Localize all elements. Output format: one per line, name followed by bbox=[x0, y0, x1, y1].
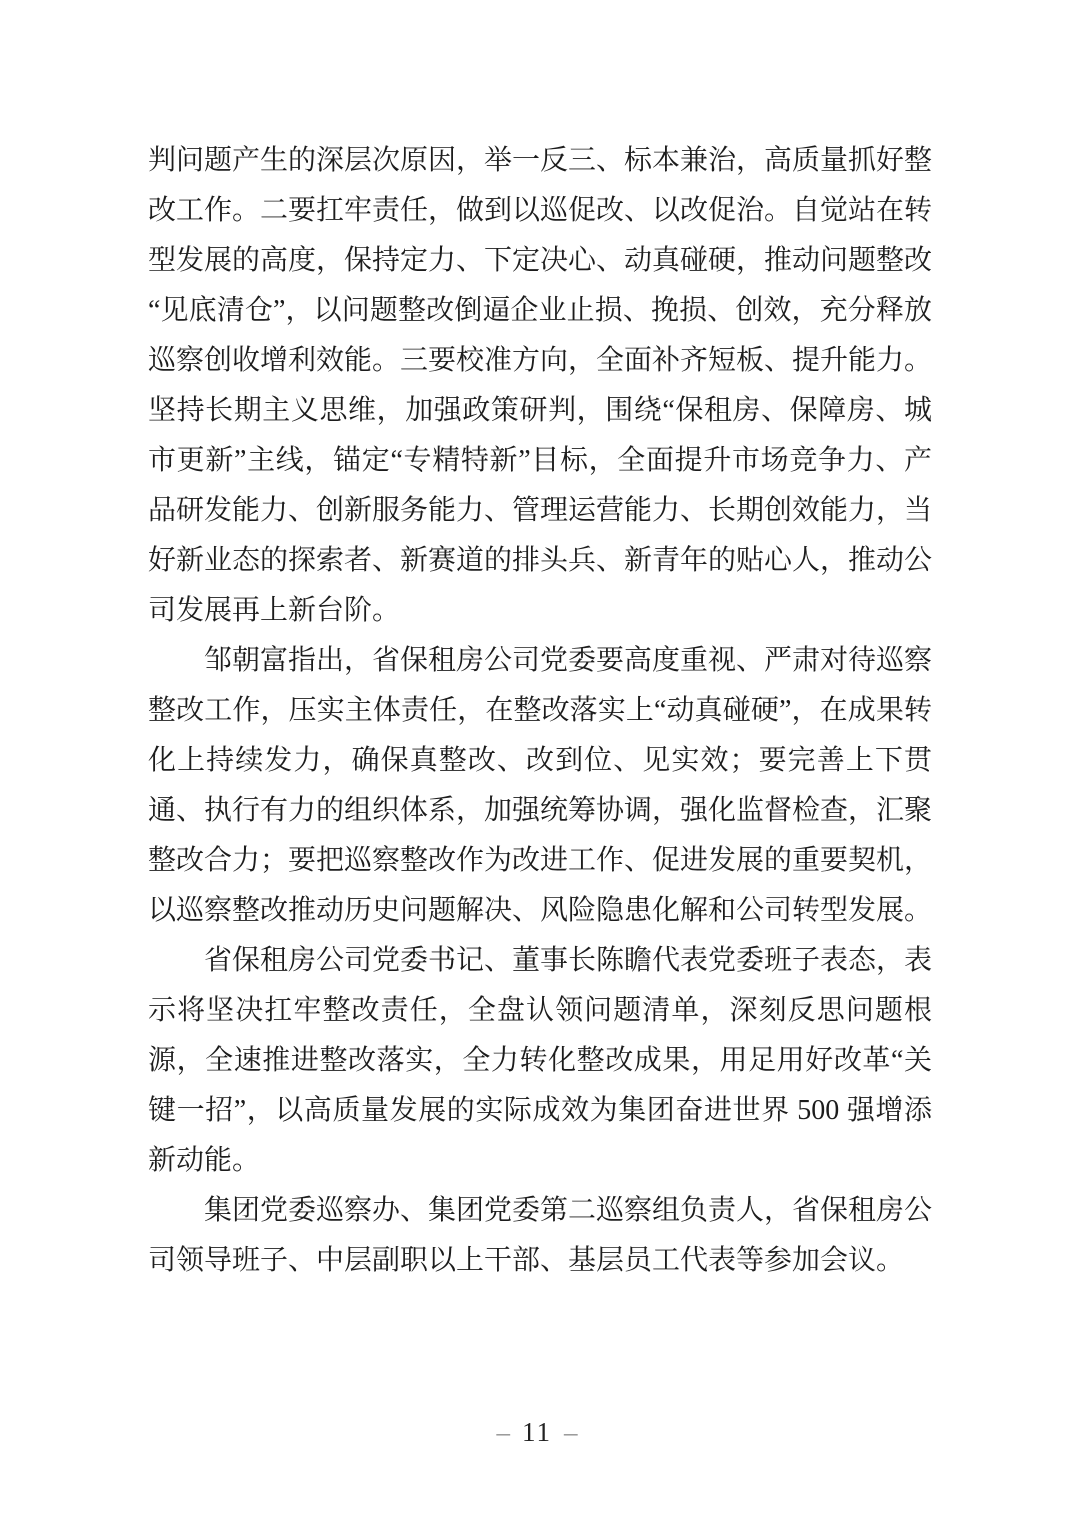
page-number: 11 bbox=[522, 1417, 552, 1447]
paragraph: 集团党委巡察办、集团党委第二巡察组负责人，省保租房公司领导班子、中层副职以上干部、基层员工代表等参加会议。 bbox=[148, 1195, 933, 1276]
document-body bbox=[148, 136, 932, 1286]
paragraph: 省保租房公司党委书记、董事长陈瞻代表党委班子表态，表示将坚决扛牢整改责任，全盘认领问题清单，深刻反思问题根源，全速推进整改落实，全力转化整改成果，用足用好改革“关键一招”，以高质量发展的实际成效为集团奋进世界 500 强增添新动能。 bbox=[148, 945, 933, 1176]
paragraph-continuation: 判问题产生的深层次原因，举一反三、标本兼治，高质量抓好整改工作。二要扛牢责任，做到以巡促改、以改促治。自觉站在转型发展的高度，保持定力、下定决心、动真碰硬，推动问题整改“见底清仓”，以问题整改倒逼企业止损、挽损、创效，充分释放巡察创收增利效能。三要校准方向，全面补齐短板、提升能力。坚持长期主义思维，加强政策研判，围绕“保租房、保障房、城市更新”主线，锚定“专精特新”目标，全面提升市场竞争力、产品研发能力、创新服务能力、管理运营能力、长期创效能力，当好新业态的探索者、新赛道的排头兵、新青年的贴心人，推动公司发展再上新台阶。 bbox=[148, 145, 933, 626]
footer-dash-left: – bbox=[496, 1417, 510, 1447]
page-footer bbox=[0, 1417, 1074, 1448]
footer-dash-right: – bbox=[564, 1417, 578, 1447]
paragraph: 邹朝富指出，省保租房公司党委要高度重视、严肃对待巡察整改工作，压实主体责任，在整改落实上“动真碰硬”，在成果转化上持续发力，确保真整改、改到位、见实效；要完善上下贯通、执行有力的组织体系，加强统筹协调，强化监督检查，汇聚整改合力；要把巡察整改作为改进工作、促进发展的重要契机，以巡察整改推动历史问题解决、风险隐患化解和公司转型发展。 bbox=[148, 645, 933, 926]
